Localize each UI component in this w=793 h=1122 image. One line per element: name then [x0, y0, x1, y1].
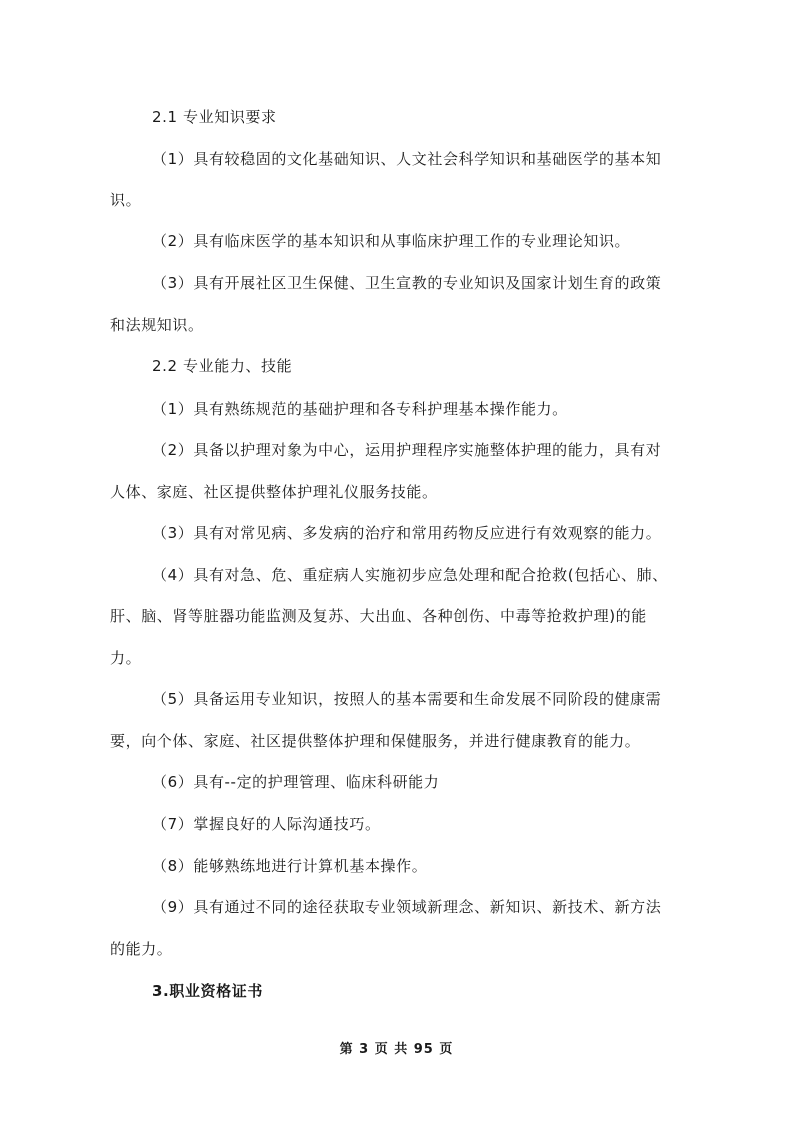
paragraph-line: （3）具有开展社区卫生保健、卫生宣教的专业知识及国家计划生育的政策 [152, 274, 662, 292]
section-heading-2-1: 2.1 专业知识要求 [152, 108, 277, 126]
paragraph-line: （2）具备以护理对象为中心，运用护理程序实施整体护理的能力，具有对 [152, 441, 662, 459]
paragraph-line: （1）具有较稳固的文化基础知识、人文社会科学知识和基础医学的基本知 [152, 150, 662, 168]
paragraph-line: （1）具有熟练规范的基础护理和各专科护理基本操作能力。 [152, 400, 568, 418]
paragraph-line: （5）具备运用专业知识，按照人的基本需要和生命发展不同阶段的健康需 [152, 690, 662, 708]
paragraph-line: 肝、脑、肾等脏器功能监测及复苏、大出血、各种创伤、中毒等抢救护理)的能 [110, 607, 647, 625]
paragraph-line: 力。 [110, 649, 142, 667]
paragraph-line: （3）具有对常见病、多发病的治疗和常用药物反应进行有效观察的能力。 [152, 524, 662, 542]
section-heading-3: 3.职业资格证书 [152, 982, 263, 1000]
paragraph-line: （8）能够熟练地进行计算机基本操作。 [152, 857, 428, 875]
paragraph-line: 和法规知识。 [110, 316, 204, 334]
paragraph-line: （4）具有对急、危、重症病人实施初步应急处理和配合抢救(包括心、肺、 [152, 566, 668, 584]
paragraph-line: 人体、家庭、社区提供整体护理礼仪服务技能。 [110, 483, 438, 501]
paragraph-line: （7）掌握良好的人际沟通技巧。 [152, 815, 381, 833]
section-heading-2-2: 2.2 专业能力、技能 [152, 357, 293, 375]
paragraph-line: （9）具有通过不同的途径获取专业领域新理念、新知识、新技术、新方法 [152, 898, 662, 916]
page-number-footer: 第 3 页 共 95 页 [339, 1042, 454, 1057]
paragraph-line: （6）具有--定的护理管理、临床科研能力 [152, 773, 440, 791]
paragraph-line: （2）具有临床医学的基本知识和从事临床护理工作的专业理论知识。 [152, 232, 631, 250]
paragraph-line: 识。 [110, 191, 142, 209]
paragraph-line: 的能力。 [110, 940, 173, 958]
paragraph-line: 要，向个体、家庭、社区提供整体护理和保健服务，并进行健康教育的能力。 [110, 732, 641, 750]
